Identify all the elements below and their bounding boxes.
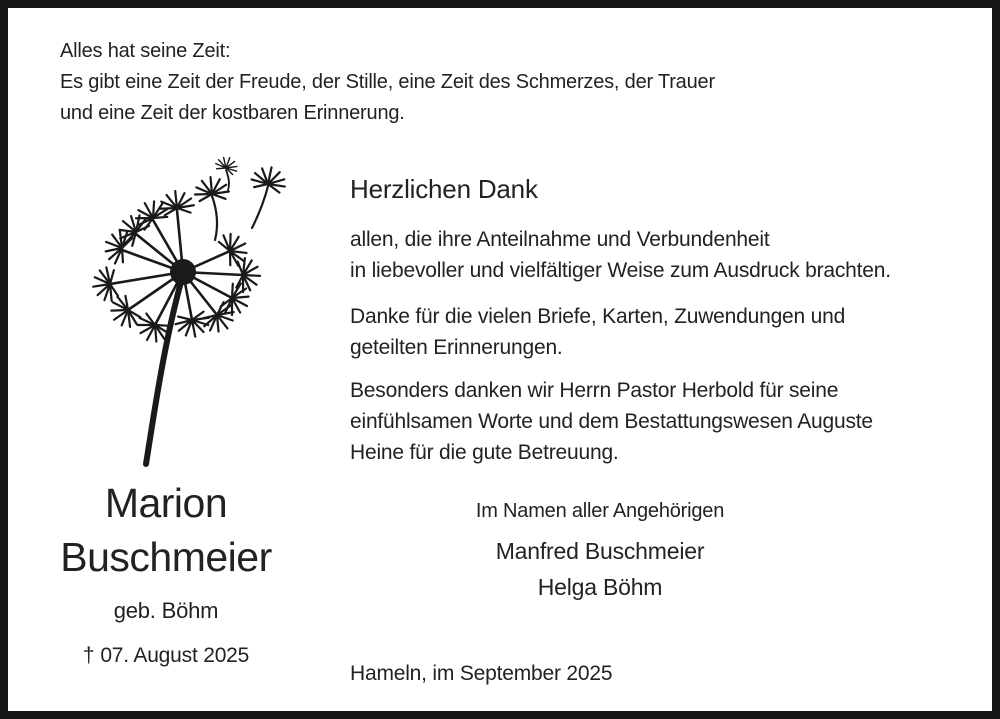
paragraph-line: geteilten Erinnerungen. <box>350 336 563 359</box>
epigraph-line: und eine Zeit der kostbaren Erinnerung. <box>60 102 405 124</box>
mourner-names <box>350 533 850 605</box>
dandelion-illustration <box>70 148 330 478</box>
mourner-name: Helga Böhm <box>537 574 663 600</box>
birth-name: geb. Böhm <box>113 598 219 623</box>
paragraph-line: Besonders danken wir Herrn Pastor Herbold für seine <box>350 379 839 402</box>
mourner-name: Manfred Buschmeier <box>495 538 705 564</box>
epigraph-line: Alles hat seine Zeit: <box>60 40 231 62</box>
thanks-paragraph-1 <box>350 224 891 286</box>
thanks-paragraph-2 <box>350 301 845 363</box>
thanks-paragraph-3 <box>350 375 873 468</box>
mourners-block <box>350 498 850 605</box>
epigraph-line: Es gibt eine Zeit der Freude, der Stille, eine Zeit des Schmerzes, der Trauer <box>60 71 715 93</box>
mourners-intro: Im Namen aller Angehörigen <box>475 500 725 522</box>
death-cross-symbol: † <box>82 644 95 667</box>
deceased-name-block <box>36 476 296 669</box>
deceased-first-name: Marion <box>104 480 228 526</box>
closing-place-date: Hameln, im September 2025 <box>350 662 613 685</box>
deceased-last-name: Buschmeier <box>60 534 272 580</box>
dandelion-head <box>91 189 261 348</box>
paragraph-line: einfühlsamen Worte und dem Bestattungswesen Auguste <box>350 410 873 433</box>
paragraph-line: in liebevoller und vielfältiger Weise zum Ausdruck brachten. <box>350 259 891 282</box>
paragraph-line: Danke für die vielen Briefe, Karten, Zuwendungen und <box>350 305 846 328</box>
epigraph <box>60 36 715 129</box>
paragraph-line: Heine für die gute Betreuung. <box>350 441 619 464</box>
thanks-heading: Herzlichen Dank <box>350 174 538 204</box>
death-date-line <box>36 642 296 669</box>
paragraph-line: allen, die ihre Anteilnahme und Verbundenheit <box>350 228 770 251</box>
floating-seeds <box>194 154 289 240</box>
death-date: 07. August 2025 <box>100 644 250 667</box>
